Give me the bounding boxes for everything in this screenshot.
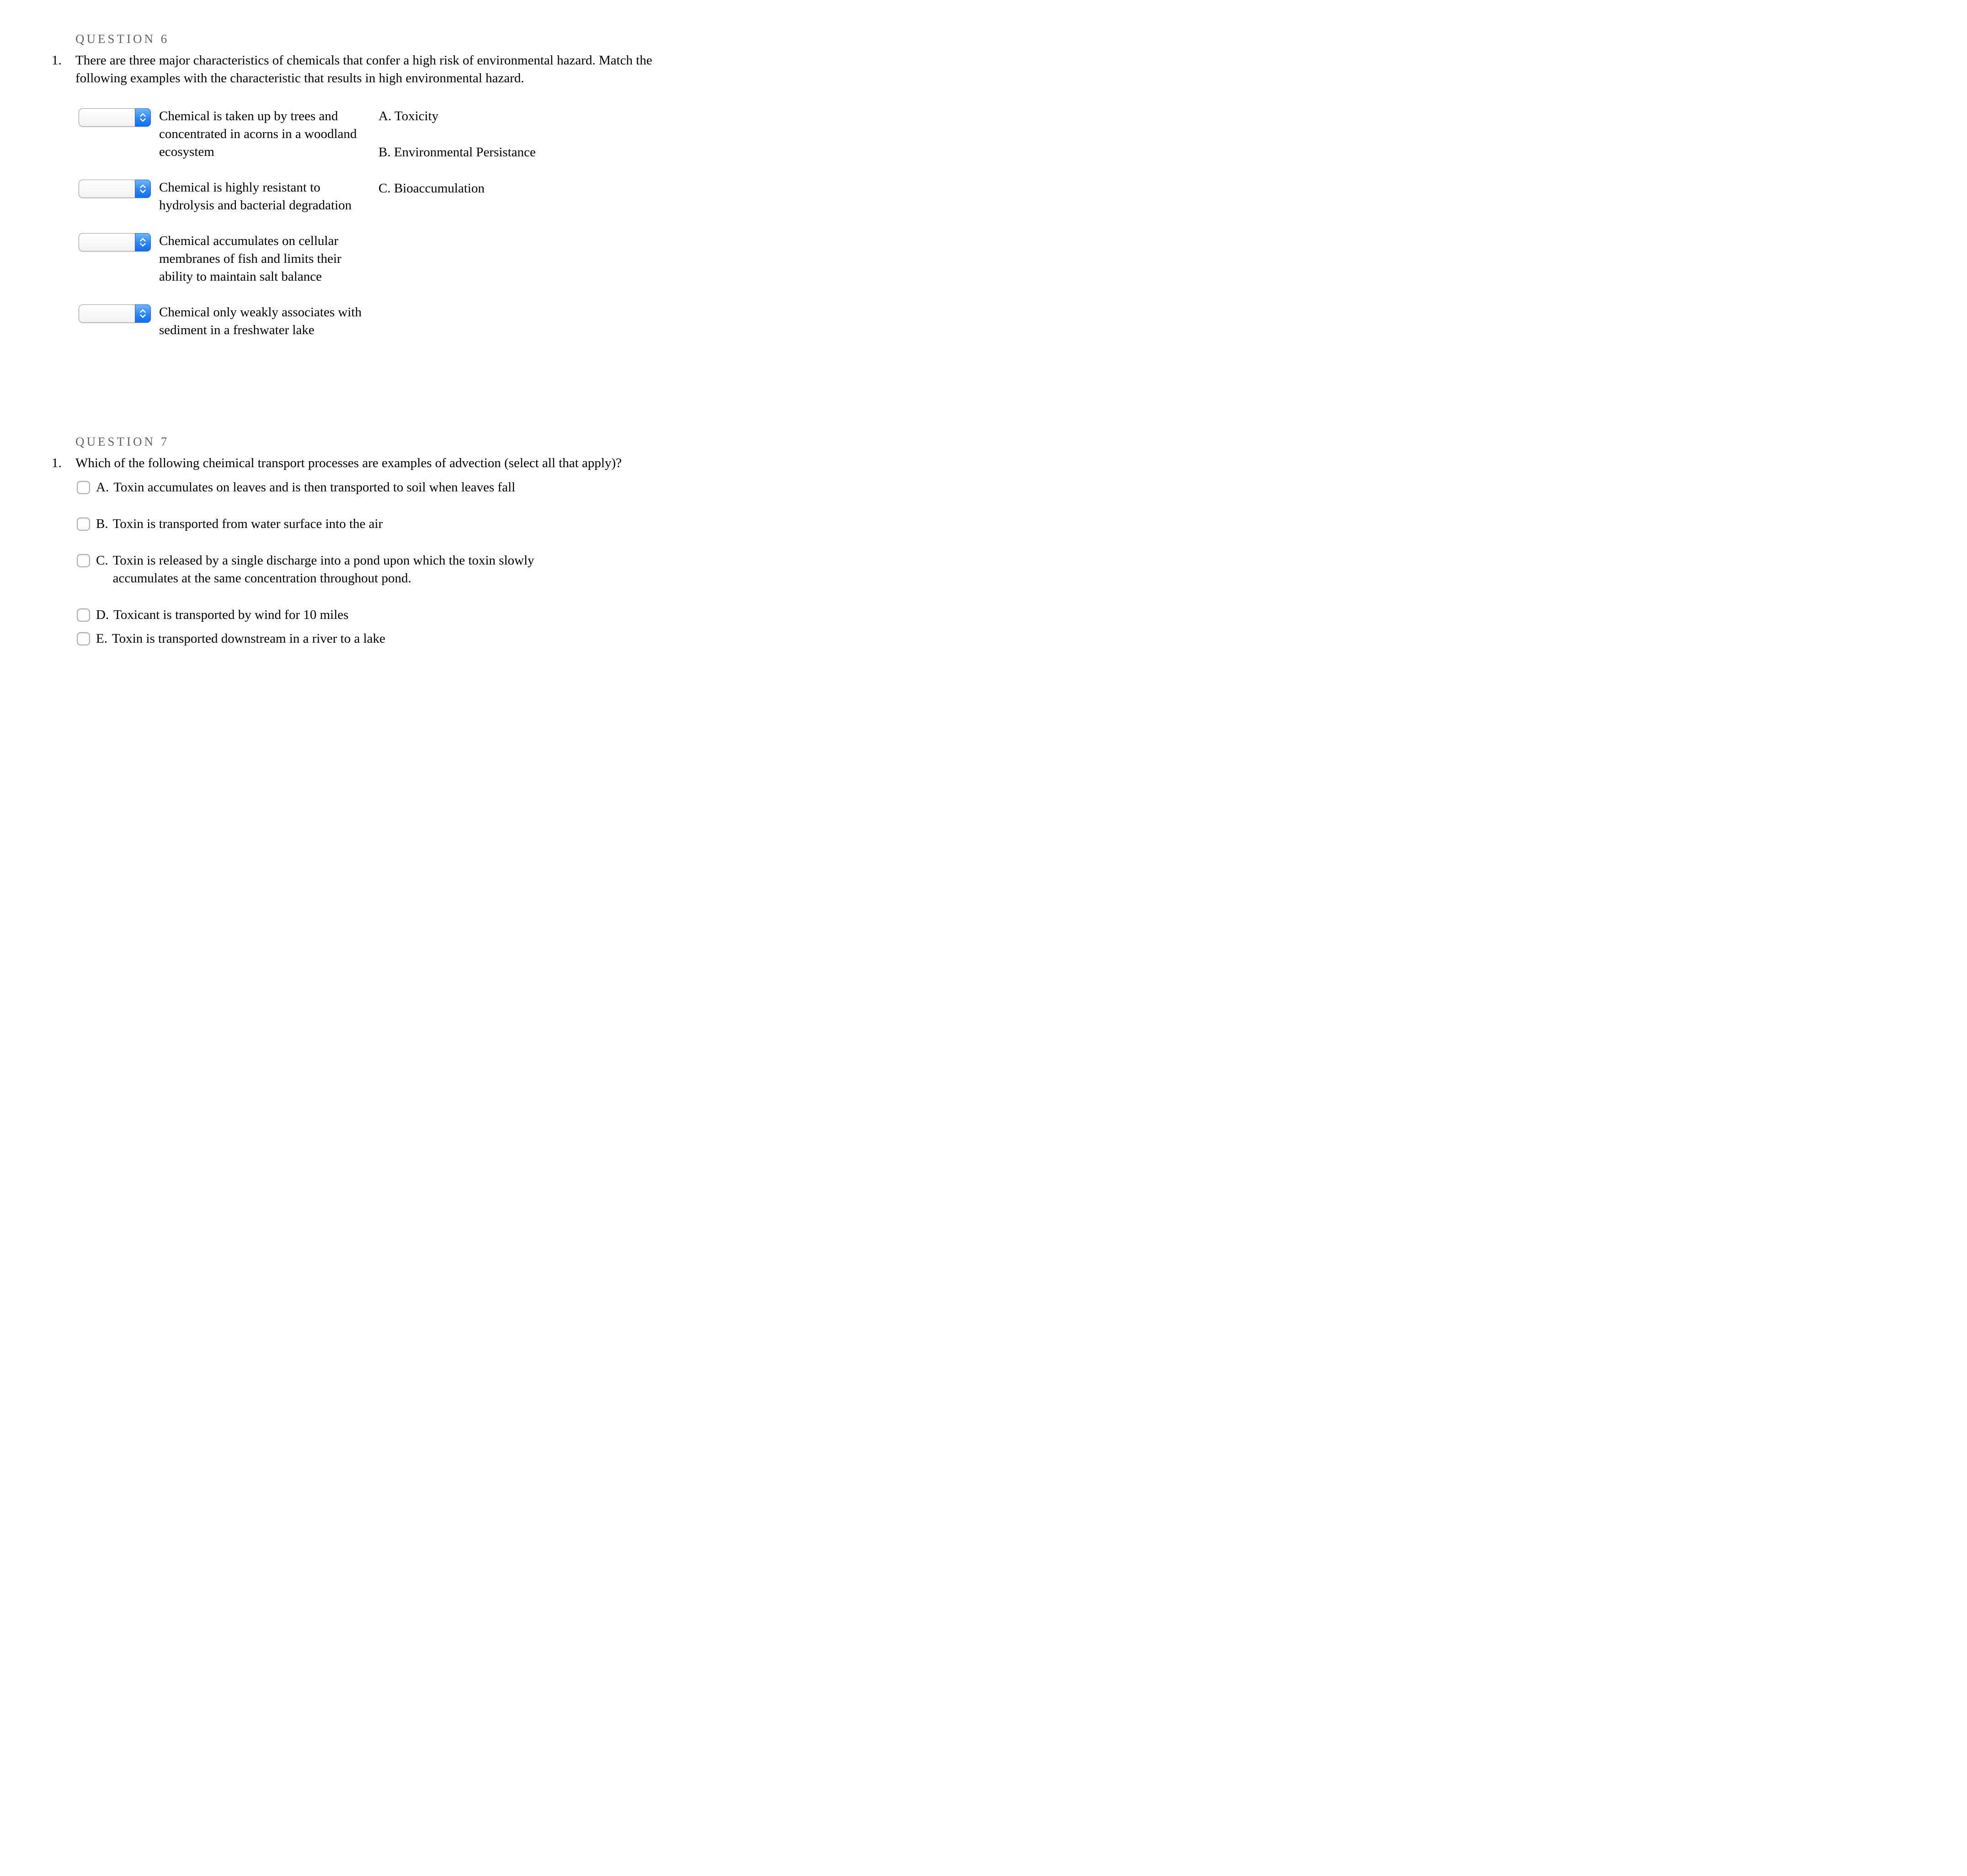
stepper-icon: [135, 304, 151, 323]
question-7-number: 1.: [52, 456, 62, 470]
choice-text: Toxicant is transported by wind for 10 miles: [113, 608, 349, 622]
checkbox-c[interactable]: [77, 554, 90, 567]
match-row: [79, 304, 378, 339]
match-row: [79, 232, 378, 286]
question-6-body: [52, 52, 706, 87]
question-6-section: [0, 32, 706, 357]
choice-letter: D.: [96, 608, 109, 622]
quiz-page: [0, 0, 706, 689]
match-item-text: Chemical is highly resistant to hydrolysis and bacterial degradation: [159, 180, 352, 213]
choice-letter: C.: [96, 553, 108, 568]
match-item-text: Chemical is taken up by trees and concentrated in acorns in a woodland ecosystem: [159, 109, 357, 159]
choice-row-d: [77, 606, 706, 624]
question-7-body: [52, 454, 706, 472]
choice-row-b: [77, 515, 706, 533]
match-option-b: B. Environmental Persistance: [378, 145, 536, 160]
choice-row-e: [77, 630, 706, 648]
question-6-header: QUESTION 6: [75, 32, 170, 46]
checkbox-e[interactable]: [77, 632, 90, 645]
choices-list: [77, 479, 706, 648]
question-6-prompt: There are three major characteristics of chemicals that confer a high risk of environmental hazard. Match the following examples with the characteristic that results in high environmental hazard.: [75, 53, 652, 85]
checkbox-a[interactable]: [77, 481, 90, 494]
choice-letter: A.: [96, 480, 109, 495]
stepper-icon: [135, 180, 151, 198]
choice-text: Toxin accumulates on leaves and is then transported to soil when leaves fall: [113, 480, 516, 495]
match-area: [79, 107, 706, 357]
stepper-icon: [135, 108, 151, 127]
match-select[interactable]: [79, 108, 151, 127]
checkbox-b[interactable]: [77, 517, 90, 531]
question-7-section: [0, 435, 706, 648]
match-item-text: Chemical only weakly associates with sediment in a freshwater lake: [159, 305, 362, 337]
choice-text: Toxin is transported downstream in a river to a lake: [112, 631, 385, 646]
question-7-header: QUESTION 7: [75, 435, 170, 448]
match-row: [79, 179, 378, 214]
choice-row-c: [77, 552, 706, 587]
checkbox-d[interactable]: [77, 608, 90, 622]
match-options-column: [378, 107, 536, 357]
choice-row-a: [77, 479, 706, 496]
match-row: [79, 107, 378, 161]
choice-text: Toxin is transported from water surface into the air: [112, 517, 383, 531]
match-select[interactable]: [79, 180, 151, 198]
stepper-icon: [135, 233, 151, 251]
match-item-text: Chemical accumulates on cellular membranes of fish and limits their ability to maintain salt balance: [159, 234, 341, 284]
match-option-c: C. Bioaccumulation: [378, 181, 485, 196]
choice-text: Toxin is released by a single discharge into a pond upon which the toxin slowly accumulates at the same concentration throughout pond.: [112, 553, 534, 586]
match-select[interactable]: [79, 233, 151, 251]
question-7-prompt: Which of the following cheimical transport processes are examples of advection (select all that apply)?: [75, 456, 622, 470]
question-6-number: 1.: [52, 53, 62, 68]
match-select[interactable]: [79, 304, 151, 323]
choice-letter: E.: [96, 631, 107, 646]
match-option-a: A. Toxicity: [378, 109, 439, 123]
choice-letter: B.: [96, 517, 108, 531]
match-items-column: [79, 107, 378, 357]
